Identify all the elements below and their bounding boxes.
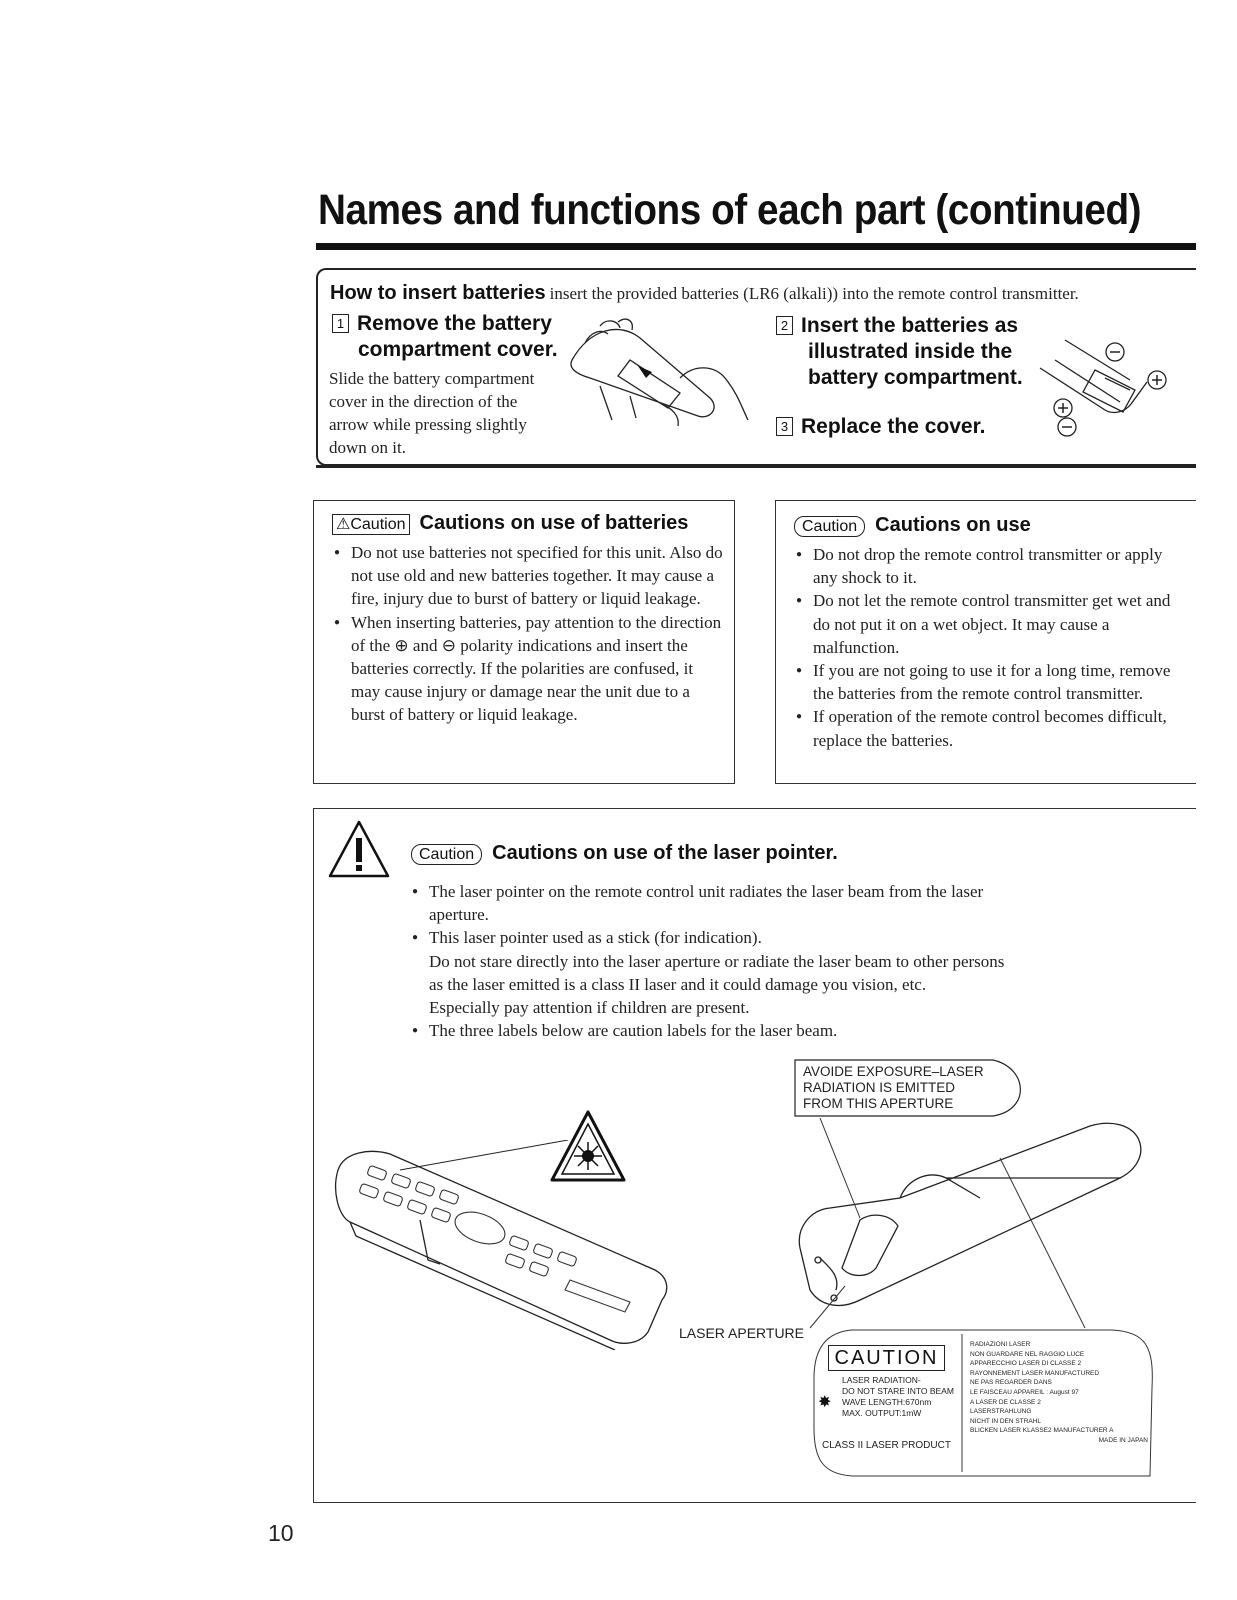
caution-use-heading: Cautions on use [875, 514, 1031, 536]
list-item: ● Do not let the remote control transmitter get wet and do not put it on a wet object. It may cause a malfunction. [794, 589, 1184, 659]
title-rule [316, 243, 1196, 250]
laser-aperture-label: LASER APERTURE [679, 1325, 805, 1341]
caution-tag: Caution [794, 516, 865, 537]
laser-star-icon: ✸ [818, 1394, 832, 1411]
list-item: ● Do not drop the remote control transmitter or apply any shock to it. [794, 543, 1184, 589]
list-item: ● The three labels below are caution labels for the laser beam. [410, 1019, 1130, 1042]
caution-tag: Caution [411, 844, 482, 865]
list-item: ● Do not use batteries not specified for this unit. Also do not use old and new batteries together. It may cause a fire, injury due to burst of battery or liquid leakage. [332, 541, 724, 611]
caution-laser-header [411, 842, 838, 865]
list-item: ● If operation of the remote control becomes difficult, replace the batteries. [794, 705, 1184, 751]
step-1-number: 1 [332, 314, 349, 333]
list-item: ● This laser pointer used as a stick (for indication). Do not stare directly into the laser aperture or radiate the laser beam to other persons as the laser emitted is a class II laser and it could damage you vision, etc. Especially pay attention if children are present. [410, 926, 1130, 1019]
caution-use-list [794, 543, 1184, 752]
avoid-exposure-label: AVOIDE EXPOSURE–LASER RADIATION IS EMITTED FROM THIS APERTURE [803, 1064, 984, 1111]
laser-section-top-rule [313, 808, 1196, 809]
step-2-number: 2 [776, 316, 793, 335]
caution-use-header [794, 514, 1031, 537]
list-item: ● If you are not going to use it for a long time, remove the batteries from the remote control transmitter. [794, 659, 1184, 705]
caution-tag: ⚠Caution [332, 514, 410, 535]
list-item: ● When inserting batteries, pay attention to the direction of the ⊕ and ⊖ polarity indications and insert the batteries correctly. If the polarities are confused, it may cause injury or damage near the unit due to a burst of battery or liquid leakage. [332, 611, 724, 727]
laser-section-bottom-rule [313, 1502, 1196, 1503]
laser-section-left-rule [313, 808, 314, 1502]
remote-control-top-view-illustration [330, 1140, 680, 1350]
page-number: 10 [268, 1520, 294, 1546]
caution-label-title: CAUTION [828, 1345, 945, 1371]
step-3-title: 3 Replace the cover. [776, 415, 985, 439]
battery-polarity-illustration [1035, 330, 1185, 455]
step-1-title: 1 Remove the battery compartment cover. [332, 311, 558, 363]
multilingual-label: RADIAZIONI LASER NON GUARDARE NEL RAGGIO LUCE APPARECCHIO LASER DI CLASSE 2 RAYONNEMENT LASER MANUFACTURED NE PAS REGARDER DANS LE FAISCEAU APPAREIL : August 97 A LASER DE CLASSE 2 LASERSTRAHLUNG NICHT IN DEN STRAHL BLICKEN LASER KLASSE2 MANUFACTURER A MADE IN JAPAN [970, 1341, 1148, 1444]
class-label: CLASS II LASER PRODUCT [822, 1440, 951, 1451]
caution-batteries-list [332, 541, 724, 727]
warning-triangle-icon: ⚠ [336, 516, 351, 533]
label-leader-lines [735, 1118, 1115, 1348]
caution-batteries-heading: Cautions on use of batteries [419, 512, 689, 534]
step-2-title: 2 Insert the batteries as illustrated inside the battery compartment. [776, 313, 1023, 391]
battery-heading: How to insert batteries [330, 282, 546, 304]
caution-batteries-header [332, 512, 688, 535]
caution-laser-heading: Cautions on use of the laser pointer. [492, 842, 838, 864]
step-3-number: 3 [776, 417, 793, 436]
remove-cover-illustration [560, 308, 760, 438]
caution-laser-list [410, 880, 1130, 1042]
list-item: ● The laser pointer on the remote control unit radiates the laser beam from the laser aperture. [410, 880, 1130, 926]
battery-heading-line [330, 282, 1079, 305]
step-1-description: Slide the battery compartment cover in the direction of the arrow while pressing slightly down on it. [329, 369, 535, 457]
caution-label-text: LASER RADIATION- DO NOT STARE INTO BEAM WAVE LENGTH:670nm MAX. OUTPUT:1mW [842, 1375, 954, 1418]
caution-batteries-box [313, 500, 735, 784]
battery-panel-bottom-rule [316, 465, 1196, 468]
page-title: Names and functions of each part (continued) [318, 186, 1142, 234]
caution-use-box [775, 500, 1196, 784]
warning-triangle-icon [326, 818, 392, 880]
battery-intro: insert the provided batteries (LR6 (alkali)) into the remote control transmitter. [549, 284, 1079, 303]
